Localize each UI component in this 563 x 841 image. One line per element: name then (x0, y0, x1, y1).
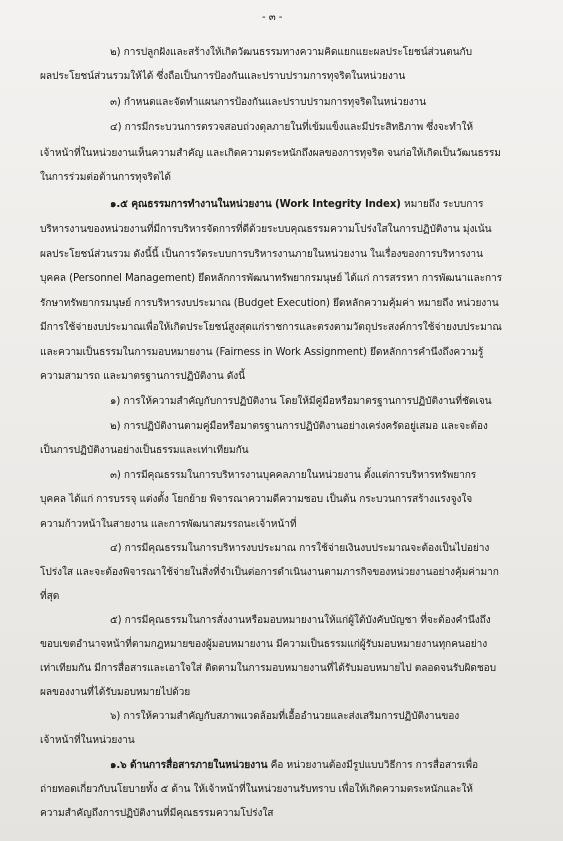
section-1-6-heading: ๑.๖ ด้านการสื่อสารภายในหน่วยงาน (110, 760, 268, 771)
item-4-line-1: ๔) การมีกระบวนการตรวจสอบถ่วงดุลภายในที่เข้มแข็งและมีประสิทธิภาพ ซึ่งจะทำให้ (110, 122, 473, 133)
item-2-line-2: ผลประโยชน์ส่วนรวมให้ได้ ซึ่งถือเป็นการป้องกันและปราบปรามการทุจริตในหน่วยงาน (40, 71, 406, 82)
page-number: - ๓ - (262, 12, 283, 23)
item-4-line-3: ในการร่วมต่อต้านการทุจริตได้ (40, 172, 171, 183)
section-1-5-heading: ๑.๕ คุณธรรมการทำงานในหน่วยงาน (Work Integrity Index) (110, 199, 401, 210)
section-1-5-line-1: บริหารงานของหน่วยงานที่มีการบริหารจัดการที่ดีด้วยระบบคุณธรรมความโปร่งใสในการปฏิบัติงาน มุ่งเน้น (40, 224, 492, 235)
item-2-line-1: ๒) การปลูกฝังและสร้างให้เกิดวัฒนธรรมทางความคิดแยกแยะผลประโยชน์ส่วนตนกับ (110, 47, 472, 58)
sub-item-5-line-4: ผลของงานที่ได้รับมอบหมายไปด้วย (40, 687, 191, 698)
section-1-5-line-4: รักษาทรัพยากรมนุษย์ การบริหารงบประมาณ (Budget Execution) ยึดหลักความคุ้มค่า หมายถึง หน่วยงาน (40, 298, 499, 309)
sub-item-2-line-2: เป็นการปฏิบัติงานอย่างเป็นธรรมและเท่าเทียมกัน (40, 445, 249, 456)
section-1-6-heading-rest: คือ หน่วยงานต้องมีรูปแบบวิธีการ การสื่อสารเพื่อ (267, 760, 478, 771)
section-1-5-line-5: มีการใช้จ่ายงบประมาณเพื่อให้เกิดประโยชน์สูงสุดแก่ราชการและตรงตามวัตถุประสงค์การใช้จ่ายงบประมาณ (40, 322, 502, 333)
sub-item-1: ๑) การให้ความสำคัญกับการปฏิบัติงาน โดยให้มีคู่มือหรือมาตรฐานการปฏิบัติงานที่ชัดเจน (110, 396, 492, 407)
sub-item-4-line-2: โปร่งใส และจะต้องพิจารณาใช้จ่ายในสิ่งที่จำเป็นต่อการดำเนินงานตามภารกิจของหน่วยงานอย่างคุ้มค่ามาก (40, 567, 499, 578)
sub-item-3-line-3: ความก้าวหน้าในสายงาน และการพัฒนาสมรรถนะเจ้าหน้าที่ (40, 519, 297, 530)
sub-item-3-line-1: ๓) การมีคุณธรรมในการบริหารงานบุคคลภายในหน่วยงาน ตั้งแต่การบริหารทรัพยากร (110, 470, 477, 481)
sub-item-4-line-1: ๔) การมีคุณธรรมในการบริหารงบประมาณ การใช้จ่ายเงินงบประมาณจะต้องเป็นไปอย่าง (110, 543, 490, 554)
section-1-5-line-6: และความเป็นธรรมในการมอบหมายงาน (Fairness in Work Assignment) ยึดหลักการคำนึงถึงความรู้ (40, 347, 484, 358)
section-1-6-heading-line (110, 759, 478, 773)
section-1-5-line-2: ผลประโยชน์ส่วนรวม ดังนี้นี้ เป็นการวัดระบบการบริหารงานภายในหน่วยงาน ในเรื่องของการบริหารงาน (40, 249, 483, 260)
sub-item-5-line-3: เท่าเทียมกัน มีการสื่อสารและเอาใจใส่ ติดตามในการมอบหมายงานที่ได้รับมอบหมายไป ตลอดจนรับผิดชอบ (40, 663, 497, 674)
sub-item-5-line-2: ขอบเขตอำนาจหน้าที่ตามกฎหมายของผู้มอบหมายงาน มีความเป็นธรรมแก่ผู้รับมอบหมายงานทุกคนอย่าง (40, 639, 488, 650)
section-1-5-line-7: ความสามารถ และมาตรฐานการปฏิบัติงาน ดังนี้ (40, 371, 246, 382)
section-1-6-line-1: ถ่ายทอดเกี่ยวกับนโยบายทั้ง ๕ ด้าน ให้เจ้าหน้าที่ในหน่วยงานรับทราบ เพื่อให้เกิดความตระหนักและให้ (40, 784, 473, 795)
item-4-line-2: เจ้าหน้าที่ในหน่วยงานเห็นความสำคัญ และเกิดความตระหนักถึงผลของการทุจริต จนก่อให้เกิดเป็นวัฒนธรรม (40, 148, 501, 159)
section-1-5-heading-rest: หมายถึง ระบบการ (400, 199, 484, 210)
sub-item-4-line-3: ที่สุด (40, 591, 60, 602)
sub-item-2-line-1: ๒) การปฏิบัติงานตามคู่มือหรือมาตรฐานการปฏิบัติงานอย่างเคร่งครัดอยู่เสมอ และจะต้อง (110, 421, 488, 432)
item-3: ๓) กำหนดและจัดทำแผนการป้องกันและปราบปรามการทุจริตในหน่วยงาน (110, 97, 426, 108)
sub-item-6-line-1: ๖) การให้ความสำคัญกับสภาพแวดล้อมที่เอื้ออำนวยและส่งเสริมการปฏิบัติงานของ (110, 711, 460, 722)
sub-item-5-line-1: ๕) การมีคุณธรรมในการสั่งงานหรือมอบหมายงานให้แก่ผู้ใต้บังคับบัญชา ที่จะต้องคำนึงถึง (110, 615, 491, 626)
section-1-6-line-2: ความสำคัญถึงการปฏิบัติงานที่มีคุณธรรมความโปร่งใส (40, 808, 274, 819)
sub-item-6-line-2: เจ้าหน้าที่ในหน่วยงาน (40, 735, 135, 746)
section-1-5-heading-line (110, 198, 483, 212)
section-1-5-line-3: บุคคล (Personnel Management) ยึดหลักการพัฒนาทรัพยากรมนุษย์ ได้แก่ การสรรหา การพัฒนาและการ (40, 273, 503, 284)
sub-item-3-line-2: บุคคล ได้แก่ การบรรจุ แต่งตั้ง โยกย้าย พิจารณาความดีความชอบ เป็นต้น กระบวนการสร้างแรงจูงใจ (40, 494, 473, 505)
